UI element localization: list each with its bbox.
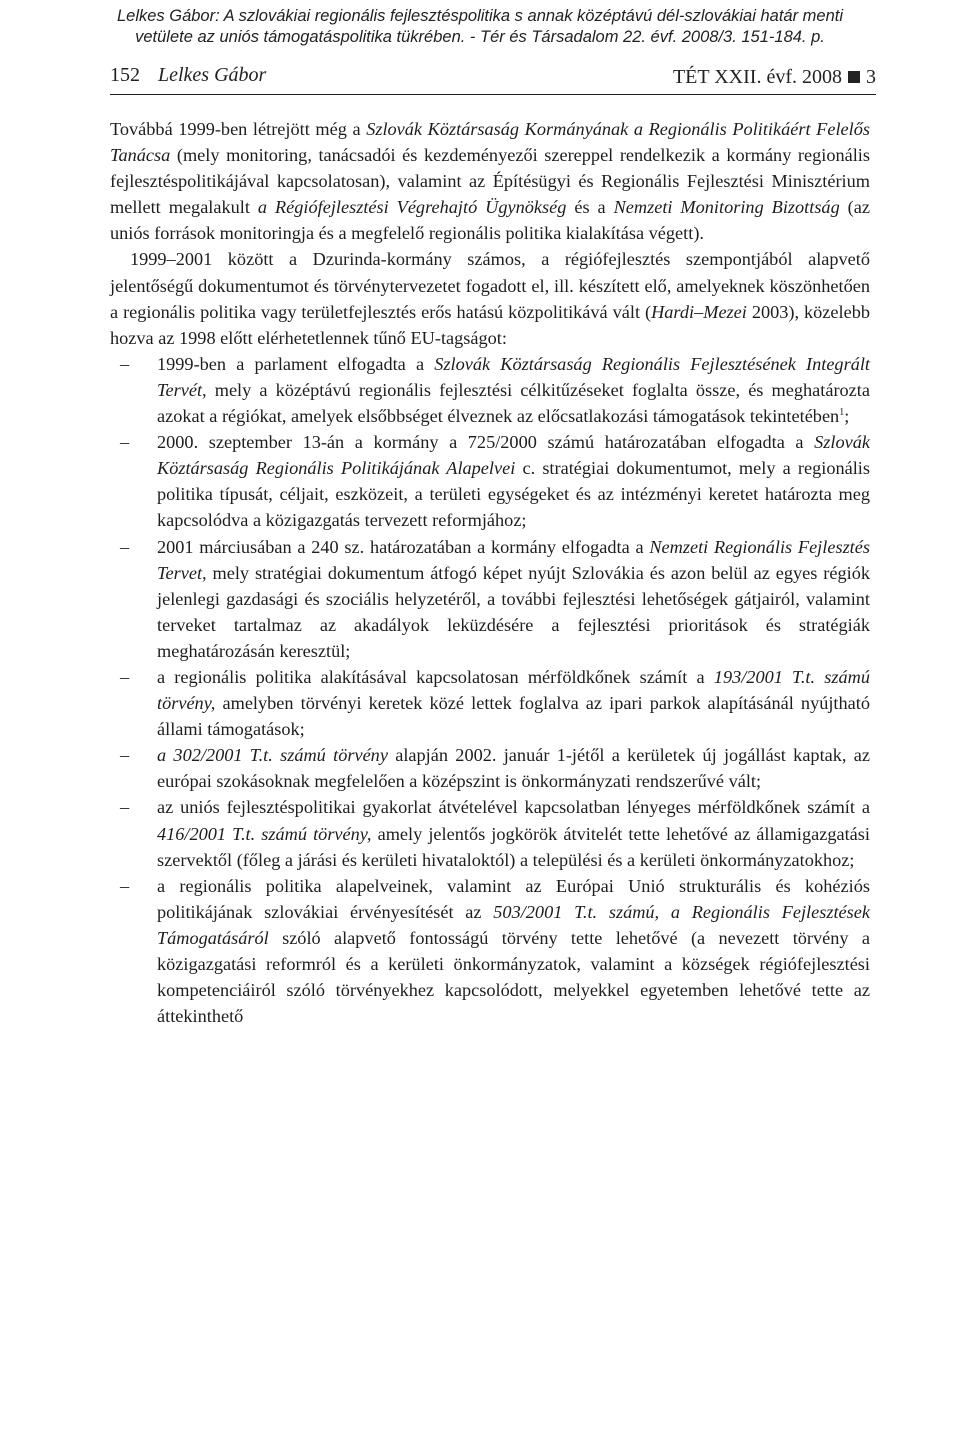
- citation-header: [0, 6, 960, 48]
- list-item: [110, 351, 870, 429]
- footnote-ref: 1: [839, 406, 845, 418]
- text-run: alapján 2002. január 1-jétől a kerületek új jogállást kaptak, az európai szokásoknak megfelelően a középszint is önkormányzati rendszerűvé vált;: [157, 745, 870, 792]
- list-item: [110, 534, 870, 664]
- text-run: szóló alapvető fontosságú törvény tette lehetővé (a nevezett törvény a közigazgatási reformról és a kerületi önkormányzatok, valamint a községek régiófejlesztési kompetenciáiról szóló törvényekhez kapcsolódott, melyekkel egyetemben lehetővé tette az áttekinthető: [157, 927, 870, 1027]
- text-run: mely stratégiai dokumentum átfogó képet nyújt Szlovákia és azon belül az egyes régiók jelenlegi gazdasági és szociális helyzetéről, a további fejlesztési lehetőségek gátjairól, valamint terveket tartalmaz az akadályok leküzdésére a fejlesztési prioritások és stratégiák meghatározásán keresztül;: [157, 562, 870, 661]
- italic-text: 193/2001 T.t. számú törvény,: [157, 666, 870, 714]
- journal-name: TÉT XXII. évf. 2008: [672, 66, 842, 88]
- italic-text: Szlovák Köztársaság Regionális Politikájának Alapelvei: [157, 432, 870, 479]
- text-run: ;: [844, 406, 850, 427]
- italic-text: Hardi–Mezei: [651, 301, 747, 322]
- list-item: [110, 794, 870, 872]
- text-run: mely a középtávú regionális fejlesztési célkitűzéseket foglalta össze, és meghatározta azokat a régiókat, amelyek elsőbbséget élveznek az előcsatlakozási támogatások tekintetében: [157, 379, 870, 427]
- list-item: [110, 429, 870, 533]
- list-item: [110, 664, 870, 742]
- text-run: amely jelentős jogkörök átvitelét tette lehetővé az államigazgatási szervektől (főleg a járási és kerületi hivataloktól) a települési és a kerületi önkormányzatokhoz;: [157, 823, 870, 870]
- running-head: [110, 62, 876, 95]
- list-item: [110, 742, 870, 794]
- italic-text: a 302/2001 T.t. számú törvény: [157, 745, 388, 766]
- italic-text: Nemzeti Monitoring Bizottság: [613, 197, 840, 218]
- text-run: 1999–2001 között a Dzurinda-kormány számos, a régiófejlesztés szempontjából alapvető jelentőségű dokumentumot és törvénytervezetet fogadott el, ill. készített elő, amelyeknek köszönhetően a regionális politika vagy területfejlesztés erős hatású közpolitikává vált (: [110, 249, 870, 322]
- issue-number: 3: [866, 66, 876, 88]
- text-run: Továbbá 1999-ben létrejött még a: [110, 119, 367, 139]
- dash-list: [110, 351, 870, 1029]
- text-run: 1999-ben a parlament elfogadta a: [157, 353, 435, 374]
- square-bullet-icon: [848, 71, 860, 83]
- running-head-right: [673, 66, 876, 89]
- italic-text: Nemzeti Regionális Fejlesztés Tervet,: [157, 536, 870, 583]
- page-number: 152: [110, 64, 140, 86]
- paragraph-1: [110, 116, 870, 246]
- body-text: [110, 116, 870, 1029]
- running-head-author: Lelkes Gábor: [158, 64, 267, 86]
- text-run: c. stratégiai dokumentumot, mely a regionális politika típusát, céljait, eszközeit, a területi egységeket és az intézményi keretet határozta meg kapcsolódva a közigazgatás tervezett reformjához;: [157, 458, 870, 531]
- text-run: a regionális politika alapelveinek, valamint az Európai Unió strukturális és kohéziós politikájának szlovákiai érvényesítését az: [157, 875, 870, 922]
- italic-text: 416/2001 T.t. számú törvény,: [157, 823, 372, 844]
- text-run: (az uniós források monitoringja és a megfelelő regionális politika kialakítása végett).: [110, 197, 870, 244]
- running-head-left: [110, 64, 266, 87]
- citation-line-1: Lelkes Gábor: A szlovákiai regionális fejlesztéspolitika s annak középtávú dél-szlovákiai határ menti: [116, 7, 844, 25]
- paragraph-2: [110, 246, 870, 350]
- text-run: 2001 márciusában a 240 sz. határozatában a kormány elfogadta a: [157, 536, 650, 557]
- text-run: (mely monitoring, tanácsadói és kezdeményezői szereppel rendelkezik a kormány regionális fejlesztéspolitikájával kapcsolatosan), valamint az Építésügyi és Regionális Fejlesztési Minisztérium mellett megalakult: [110, 145, 870, 218]
- italic-text: Szlovák Köztársaság Regionális Fejlesztésének Integrált Tervét,: [157, 353, 870, 400]
- citation-line-2: vetülete az uniós támogatáspolitika tükrében. - Tér és Társadalom 22. évf. 2008/3. 151-184. p.: [135, 28, 825, 46]
- text-run: amelyben törvényi keretek közé lettek foglalva az ipari parkok alapításánál nyújtható állami támogatások;: [157, 693, 870, 740]
- italic-text: a Régiófejlesztési Végrehajtó Ügynökség: [257, 197, 567, 218]
- text-run: 2003), közelebb hozva az 1998 előtt elérhetetlennek tűnő EU-tagságot:: [110, 301, 870, 348]
- italic-text: 503/2001 T.t. számú, a Regionális Fejlesztések Támogatásáról: [157, 901, 870, 948]
- text-run: a regionális politika alakításával kapcsolatosan mérföldkőnek számít a: [157, 666, 714, 687]
- text-run: 2000. szeptember 13-án a kormány a 725/2000 számú határozatában elfogadta a: [157, 432, 815, 453]
- list-item: [110, 873, 870, 1030]
- text-run: és a: [566, 197, 614, 218]
- text-run: az uniós fejlesztéspolitikai gyakorlat átvételével kapcsolatban lényeges mérföldkőnek számít a: [157, 797, 870, 818]
- italic-text: Szlovák Köztársaság Kormányának a Regionális Politikáért Felelős Tanácsa: [110, 119, 870, 166]
